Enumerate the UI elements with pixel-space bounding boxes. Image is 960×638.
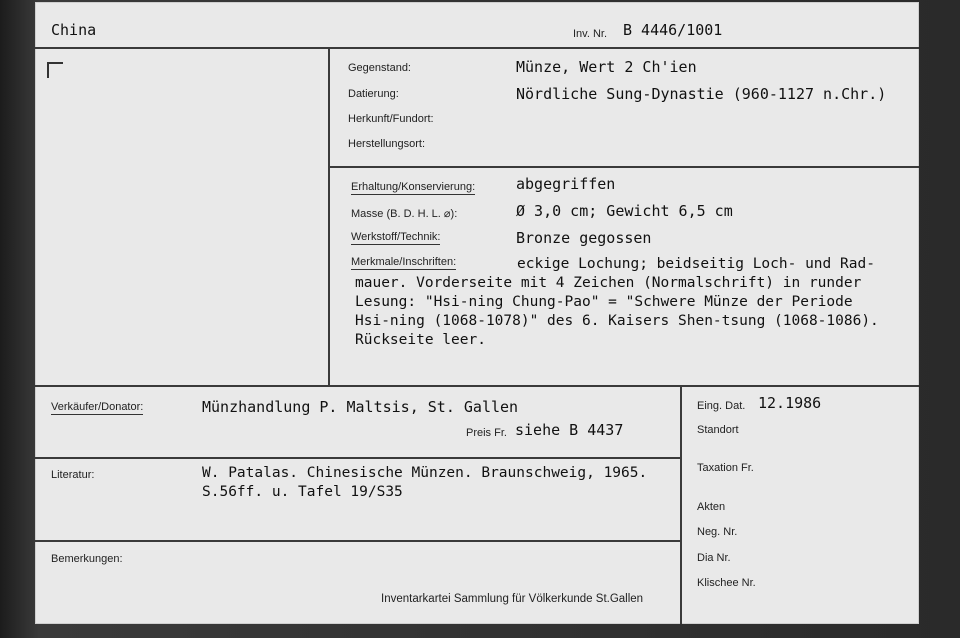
seller-value: Münzhandlung P. Maltsis, St. Gallen [202, 398, 519, 416]
masse-value: Ø 3,0 cm; Gewicht 6,5 cm [516, 202, 733, 220]
merkmale-line-1: eckige Lochung; beidseitig Loch- und Rad- [517, 256, 875, 272]
literature-label: Literatur: [51, 469, 95, 481]
photo-corner-mark [47, 62, 63, 78]
divider-literature [35, 540, 680, 542]
divider-header [35, 47, 919, 49]
literature-line-2: S.56ff. u. Tafel 19/S35 [202, 484, 403, 500]
divider-seller [35, 457, 680, 459]
taxation-label: Taxation Fr. [697, 462, 754, 474]
merkmale-line-3: Lesung: "Hsi-ning Chung-Pao" = "Schwere Münze der Periode [355, 294, 853, 310]
herkunft-label: Herkunft/Fundort: [348, 113, 434, 125]
inv-number: B 4446/1001 [623, 21, 723, 39]
werkstoff-label: Werkstoff/Technik: [351, 231, 441, 243]
gegenstand-label: Gegenstand: [348, 62, 411, 74]
eing-label: Eing. Dat. [697, 400, 746, 412]
remarks-label: Bemerkungen: [51, 553, 123, 565]
merkmale-label: Merkmale/Inschriften: [351, 256, 457, 268]
divider-side [680, 385, 682, 624]
merkmale-line-5: Rückseite leer. [355, 332, 486, 348]
dia-label: Dia Nr. [697, 552, 731, 564]
divider-middle [35, 385, 919, 387]
werkstoff-value: Bronze gegossen [516, 229, 652, 247]
divider-photo [328, 47, 330, 387]
erhaltung-value: abgegriffen [516, 175, 616, 193]
datierung-value: Nördliche Sung-Dynastie (960-1127 n.Chr.) [516, 85, 887, 103]
akten-label: Akten [697, 501, 726, 513]
eing-value: 12.1986 [758, 394, 822, 412]
merkmale-line-2: mauer. Vorderseite mit 4 Zeichen (Normalschrift) in runder [355, 275, 862, 291]
preis-label: Preis Fr. [466, 427, 507, 439]
datierung-label: Datierung: [348, 88, 399, 100]
preis-value: siehe B 4437 [515, 421, 624, 439]
country: China [51, 21, 97, 39]
inventory-card [35, 2, 919, 624]
herstellungsort-label: Herstellungsort: [348, 138, 426, 150]
literature-line-1: W. Patalas. Chinesische Münzen. Braunschweig, 1965. [202, 465, 648, 481]
gegenstand-value: Münze, Wert 2 Ch'ien [516, 58, 697, 76]
seller-label: Verkäufer/Donator: [51, 401, 144, 413]
divider-object [328, 166, 919, 168]
masse-label: Masse (B. D. H. L. ⌀): [351, 208, 458, 220]
standort-label: Standort [697, 424, 739, 436]
footer-text: Inventarkartei Sammlung für Völkerkunde St.Gallen [381, 593, 644, 605]
neg-label: Neg. Nr. [697, 526, 738, 538]
inv-label: Inv. Nr. [573, 28, 608, 40]
klischee-label: Klischee Nr. [697, 577, 756, 589]
merkmale-line-4: Hsi-ning (1068-1078)" des 6. Kaisers Shen-tsung (1068-1086). [355, 313, 879, 329]
erhaltung-label: Erhaltung/Konservierung: [351, 181, 476, 193]
